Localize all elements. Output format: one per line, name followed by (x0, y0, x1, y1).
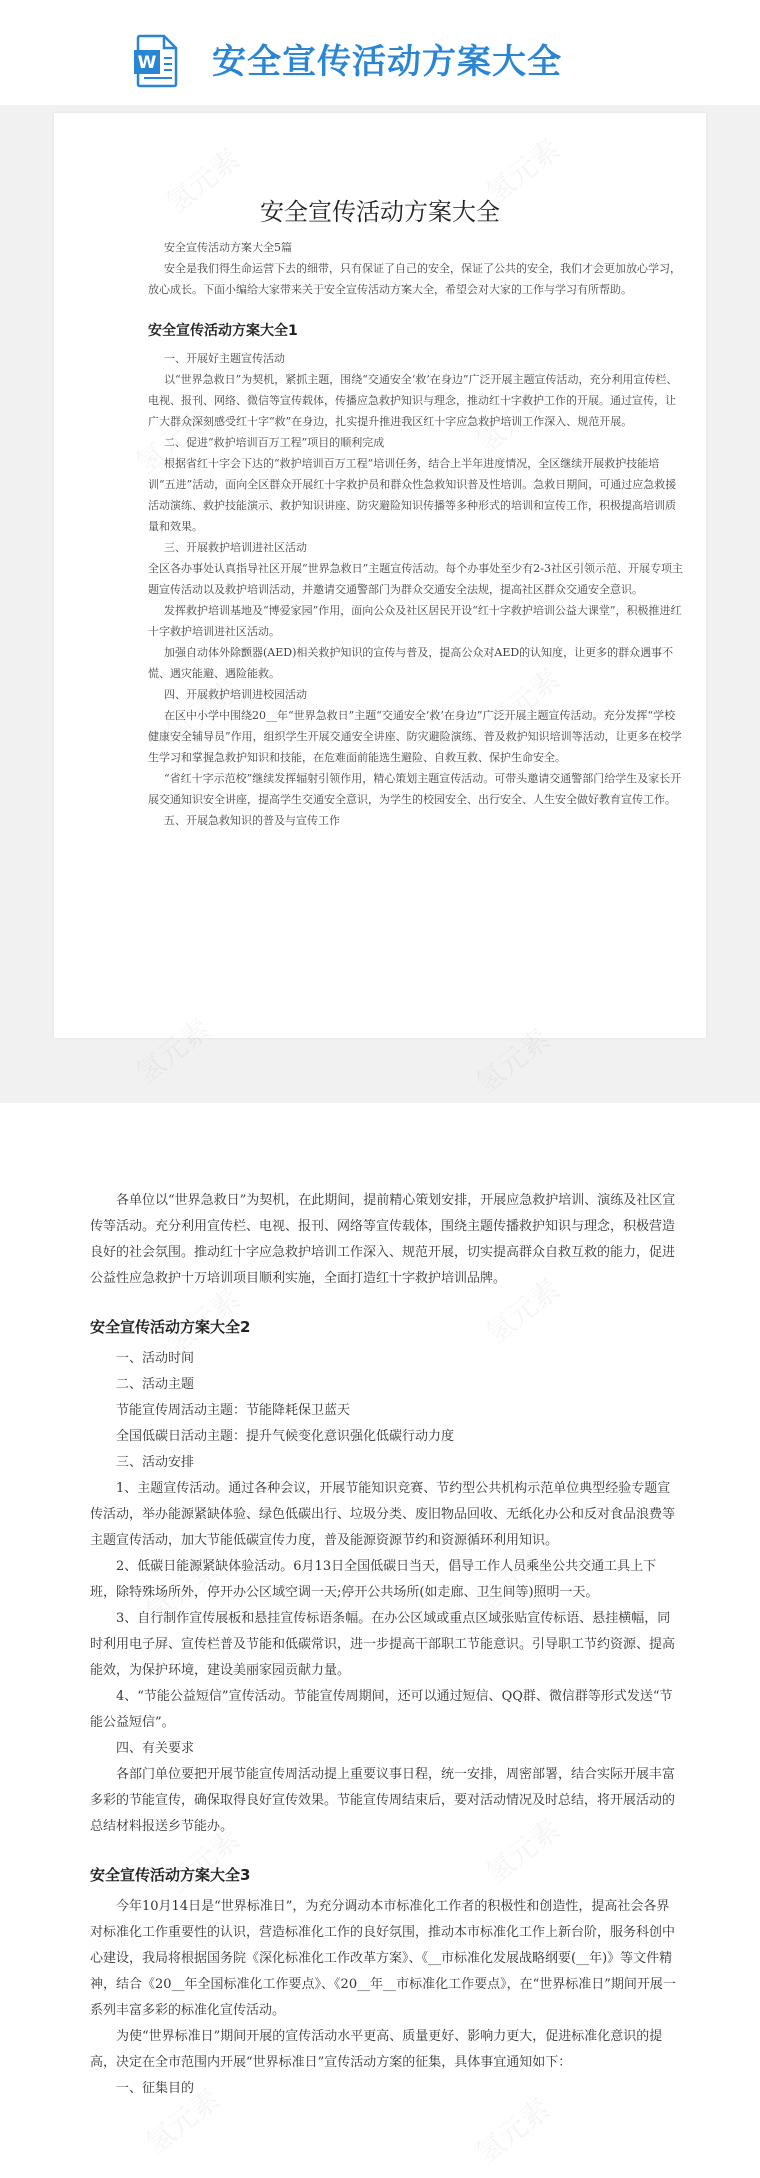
paragraph: 四、开展救护培训进校园活动 (164, 688, 307, 701)
document-page-1 (54, 113, 706, 1038)
paragraph: 一、活动时间 (116, 1351, 195, 1366)
paragraph: 二、活动主题 (116, 1377, 195, 1392)
paragraph: 各单位以“世界急救日”为契机，在此期间，提前精心策划安排，开展应急救护培训、演练及社区宣传等活动。充分利用宣传栏、电视、报刊、网络等宣传载体，围绕主题传播救护知识与理念，积极营造良好的社会氛围。推动红十字应急救护培训工作深入、规范开展，切实提高群众自救互救的能力，促进公益性应急救护十万培训项目顺利实施，全面打造红十字救护培训品牌。 (90, 1193, 676, 1286)
paragraph: 3、自行制作宣传展板和悬挂宣传标语条幅。在办公区域或重点区域张贴宣传标语、悬挂横幅，同时利用电子屏、宣传栏普及节能和低碳常识，进一步提高干部职工节能意识。引导职工节约资源、提高能效，为保护环境，建设美丽家园贡献力量。 (90, 1611, 676, 1678)
paragraph: 一、征集目的 (116, 2081, 195, 2096)
page-1-body (148, 237, 684, 831)
section-heading: 安全宣传活动方案大全2 (90, 1318, 251, 1336)
paragraph: 安全是我们得生命运营下去的细带，只有保证了自己的安全，保证了公共的安全，我们才会更加放心学习，放心成长。下面小编给大家带来关于安全宣传活动方案大全，希望会对大家的工作与学习有所帮助。 (148, 262, 681, 296)
section-heading: 安全宣传活动方案大全1 (148, 323, 298, 339)
paragraph: 根据省红十字会下达的“救护培训百万工程”培训任务，结合上半年进度情况，全区继续开展救护技能培训“五进”活动，面向全区群众开展红十字救护员和群众性急救知识普及性培训。急救日期间，可通过应急救援活动演练、救护技能演示、救护知识讲座、防灾避险知识传播等多种形式的培训和宣传工作，积极提高培训质量和效果。 (148, 457, 677, 533)
paragraph: 在区中小学中围绕20__年“世界急救日”主题“交通安全‘救’在身边”广泛开展主题宣传活动。充分发挥“学校健康安全辅导员”作用，组织学生开展交通安全讲座、防灾避险演练、普及救护知识培训等活动，让更多在校学生学习和掌握急救护知识和技能，在危难面前能选生避险、自救互救、保护生命安全。 (148, 709, 682, 764)
paragraph: 今年10月14日是“世界标准日”，为充分调动本市标准化工作者的积极性和创造性，提高社会各界对标准化工作重要性的认识，营造标准化工作的良好氛围，推动本市标准化工作上新台阶，服务科创中心建设，我局将根据国务院《深化标准化工作改革方案》、《__市标准化发展战略纲要(__年)》等文件精神，结合《20__年全国标准化工作要点》、《20__年__市标准化工作要点》，在“世界标准日”期间开展一系列丰富多彩的标准化宣传活动。 (90, 1899, 676, 2018)
paragraph: “省红十字示范校”继续发挥辐射引领作用，精心策划主题宣传活动。可带头邀请交通警部门给学生及家长开展交通知识安全讲座，提高学生交通安全意识，为学生的校园安全、出行安全、人生安全做好教育宣传工作。 (148, 772, 682, 806)
word-document-icon (134, 34, 178, 88)
paragraph: 4、“节能公益短信”宣传活动。节能宣传周期间，还可以通过短信、QQ群、微信群等形式发送“节能公益短信”。 (90, 1689, 673, 1730)
svg-text:W: W (137, 53, 157, 73)
paragraph: 发挥救护培训基地及“博爱家园”作用，面向公众及社区居民开设“红十字救护培训公益大课堂”，积极推进红十字救护培训进社区活动。 (148, 604, 682, 638)
paragraph: 1、主题宣传活动。通过各种会议，开展节能知识竞赛、节约型公共机构示范单位典型经验专题宣传活动，举办能源紧缺体验、绿色低碳出行、垃圾分类、废旧物品回收、无纸化办公和反对食品浪费等主题宣传活动，加大节能低碳宣传力度，普及能源资源节约和资源循环利用知识。 (90, 1481, 676, 1548)
paragraph: 二、促进“救护培训百万工程”项目的顺利完成 (164, 436, 385, 449)
banner-title: 安全宣传活动方案大全 (212, 42, 562, 82)
paragraph: 加强自动体外除颤器(AED)相关救护知识的宣传与普及，提高公众对AED的认知度，让更多的群众遇事不慌、遇灾能避、遇险能救。 (148, 646, 674, 680)
paragraph: 全区各办事处认真指导社区开展“世界急救日”主题宣传活动。每个办事处至少有2-3社区引领示范、开展专项主题宣传活动以及救护培训活动，并邀请交通警部门为群众交通安全法规，提高社区群众交通安全意识。 (148, 562, 683, 596)
paragraph: 三、活动安排 (116, 1455, 195, 1470)
paragraph: 四、有关要求 (116, 1741, 195, 1756)
paragraph: 五、开展急救知识的普及与宣传工作 (164, 814, 340, 827)
paragraph: 2、低碳日能源紧缺体验活动。6月13日全国低碳日当天，倡导工作人员乘坐公共交通工具上下班，除特殊场所外，停开办公区域空调一天;停开公共场所(如走廊、卫生间等)照明一天。 (90, 1559, 657, 1600)
paragraph: 全国低碳日活动主题：提升气候变化意识强化低碳行动力度 (116, 1429, 455, 1444)
paragraph: 三、开展救护培训进社区活动 (164, 541, 307, 554)
paragraph: 各部门单位要把开展节能宣传周活动提上重要议事日程，统一安排，周密部署，结合实际开展丰富多彩的节能宣传，确保取得良好宣传效果。节能宣传周结束后，要对活动情况及时总结，将开展活动的总结材料报送乡节能办。 (90, 1767, 676, 1834)
paragraph: 以“世界急救日”为契机，紧抓主题，围绕“交通安全‘救’在身边”广泛开展主题宣传活动，充分利用宣传栏、电视、报刊、网络、微信等宣传载体，传播应急救护知识与理念，推动红十字救护工作的开展。通过宣传，让广大群众深刻感受红十字“救”在身边，扎实提升推进我区红十字应急救护培训工作深入、规范开展。 (148, 373, 678, 428)
section-heading: 安全宣传活动方案大全3 (90, 1866, 251, 1884)
paragraph: 为使“世界标准日”期间开展的宣传活动水平更高、质量更好、影响力更大，促进标准化意识的提高，决定在全市范围内开展“世界标准日”宣传活动方案的征集，具体事宜通知如下： (90, 2029, 663, 2070)
paragraph: 一、开展好主题宣传活动 (164, 352, 285, 365)
document-page-2 (90, 1188, 682, 2102)
paragraph: 安全宣传活动方案大全5篇 (164, 241, 292, 254)
document-title: 安全宣传活动方案大全 (260, 198, 500, 226)
paragraph: 节能宣传周活动主题：节能降耗保卫蓝天 (116, 1403, 351, 1418)
header-banner (0, 0, 760, 105)
